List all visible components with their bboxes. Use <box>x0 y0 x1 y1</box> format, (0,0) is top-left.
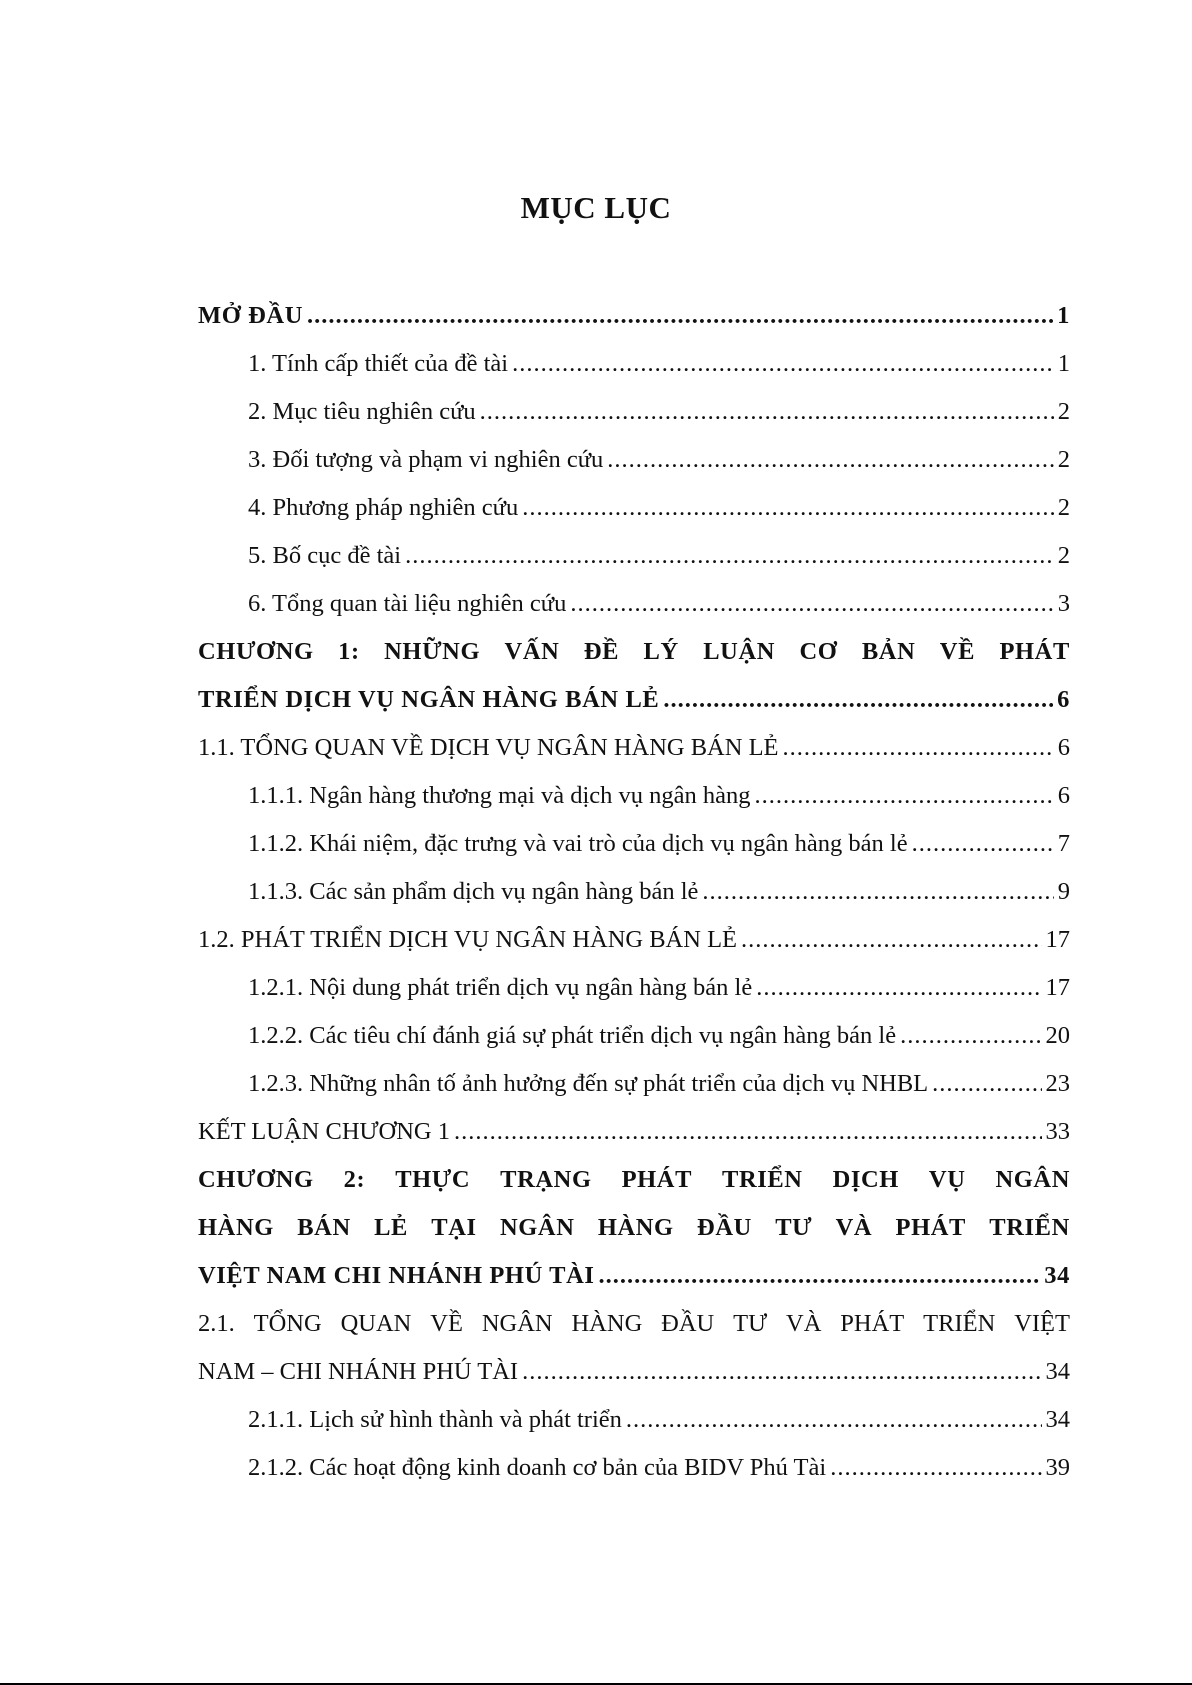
toc-page-number: 1 <box>1057 302 1070 329</box>
toc-entry[interactable] <box>198 292 1070 340</box>
toc-entry-label: VIỆT NAM CHI NHÁNH PHÚ TÀI <box>198 1262 595 1289</box>
toc-word: DỊCH <box>832 1166 899 1193</box>
toc-word: VỀ <box>939 638 976 665</box>
toc-word: PHÁT <box>840 1310 905 1337</box>
toc-entry-label: 2.1.1. Lịch sử hình thành và phát triển <box>248 1406 622 1433</box>
toc-entry-label: 1.1.1. Ngân hàng thương mại và dịch vụ ngân hàng <box>248 782 751 809</box>
toc-page-number: 20 <box>1045 1022 1070 1049</box>
toc-dot-leader <box>307 292 1053 340</box>
toc-word: LUẬN <box>703 638 776 665</box>
toc-entry[interactable] <box>198 580 1070 628</box>
toc-entry-label: 1. Tính cấp thiết của đề tài <box>248 350 509 377</box>
toc-dot-leader <box>607 436 1054 484</box>
toc-entry[interactable] <box>198 388 1070 436</box>
toc-dot-leader <box>512 340 1054 388</box>
toc-dot-leader <box>900 1012 1041 1060</box>
toc-dot-leader <box>480 388 1054 436</box>
toc-word: VÀ <box>835 1214 873 1241</box>
toc-dot-leader <box>599 1252 1041 1300</box>
toc-page-number: 34 <box>1044 1262 1070 1289</box>
toc-entry[interactable] <box>198 916 1070 964</box>
toc-dot-leader <box>783 724 1054 772</box>
toc-word: TỔNG <box>253 1310 322 1337</box>
toc-dot-leader <box>405 532 1054 580</box>
toc-page-number: 17 <box>1045 926 1070 953</box>
toc-entry[interactable] <box>198 1252 1070 1300</box>
toc-page-number: 33 <box>1045 1118 1070 1145</box>
toc-word: VỀ <box>430 1310 463 1337</box>
toc-dot-leader <box>454 1108 1042 1156</box>
toc-word: VIỆT <box>1014 1310 1070 1337</box>
toc-page-number: 3 <box>1057 590 1070 617</box>
toc-word: PHÁT <box>895 1214 966 1241</box>
toc-dot-leader <box>663 676 1053 724</box>
toc-entry[interactable] <box>198 868 1070 916</box>
toc-word: CHƯƠNG <box>198 1166 314 1193</box>
toc-entry[interactable] <box>198 484 1070 532</box>
toc-page-number: 1 <box>1057 350 1070 377</box>
toc-word: VẤN <box>504 638 560 665</box>
toc-word: TRIỂN <box>989 1214 1070 1241</box>
toc-page-number: 9 <box>1057 878 1070 905</box>
toc-page-number: 2 <box>1057 446 1070 473</box>
toc-entry[interactable] <box>198 1396 1070 1444</box>
toc-page-number: 17 <box>1045 974 1070 1001</box>
toc-word: QUAN <box>340 1310 412 1337</box>
toc-page-number: 2 <box>1057 542 1070 569</box>
toc-entry-label: 5. Bố cục đề tài <box>248 542 402 569</box>
toc-page-number: 6 <box>1057 782 1070 809</box>
toc-word: VÀ <box>786 1310 822 1337</box>
toc-page-number: 23 <box>1045 1070 1070 1097</box>
toc-word: NHỮNG <box>384 638 481 665</box>
toc-word: HÀNG <box>198 1214 274 1241</box>
toc-entry-label: 2.1.2. Các hoạt động kinh doanh cơ bản của BIDV Phú Tài <box>248 1454 827 1481</box>
toc-page-number: 34 <box>1045 1358 1070 1385</box>
toc-entry-label: 1.2.3. Những nhân tố ảnh hưởng đến sự phát triển của dịch vụ NHBL <box>248 1070 929 1097</box>
toc-entry[interactable] <box>198 964 1070 1012</box>
toc-dot-leader <box>741 916 1042 964</box>
toc-dot-leader <box>522 1348 1041 1396</box>
toc-word: PHÁT <box>621 1166 693 1193</box>
toc-word: NGÂN <box>481 1310 553 1337</box>
toc-entry-label: MỞ ĐẦU <box>198 302 303 329</box>
toc-entry[interactable] <box>198 532 1070 580</box>
toc-dot-leader <box>626 1396 1042 1444</box>
toc-entry-label: KẾT LUẬN CHƯƠNG 1 <box>198 1118 450 1145</box>
toc-entry[interactable] <box>198 724 1070 772</box>
toc-word: BẢN <box>861 638 916 665</box>
toc-page-number: 39 <box>1045 1454 1070 1481</box>
toc-entry-label: 1.1.2. Khái niệm, đặc trưng và vai trò của dịch vụ ngân hàng bán lẻ <box>248 830 908 857</box>
toc-word: CƠ <box>799 638 838 665</box>
toc-entry[interactable] <box>198 676 1070 724</box>
toc-entry[interactable] <box>198 820 1070 868</box>
toc-page-number: 7 <box>1057 830 1070 857</box>
toc-word: PHÁT <box>999 638 1070 665</box>
toc-entry-label: 6. Tổng quan tài liệu nghiên cứu <box>248 590 567 617</box>
toc-dot-leader <box>830 1444 1041 1492</box>
toc-entry-label: TRIỂN DỊCH VỤ NGÂN HÀNG BÁN LẺ <box>198 686 660 713</box>
toc-page-number: 6 <box>1057 734 1070 761</box>
toc-word: ĐẦU <box>697 1214 752 1241</box>
toc-word: TƯ <box>775 1214 813 1241</box>
toc-word: VỤ <box>928 1166 966 1193</box>
toc-word: ĐỀ <box>583 638 620 665</box>
toc-entry[interactable] <box>198 1444 1070 1492</box>
toc-word: TRIỂN <box>722 1166 803 1193</box>
toc-entry[interactable] <box>198 340 1070 388</box>
toc-word: THỰC <box>395 1166 471 1193</box>
toc-word: TRẠNG <box>500 1166 592 1193</box>
toc-entry-wrapped-line <box>198 628 1070 676</box>
toc-dot-leader <box>912 820 1054 868</box>
toc-word: NGÂN <box>995 1166 1070 1193</box>
toc-word: TẠI <box>431 1214 477 1241</box>
toc-dot-leader <box>522 484 1054 532</box>
toc-word: TƯ <box>733 1310 768 1337</box>
toc-dot-leader <box>756 964 1041 1012</box>
toc-word: TRIỂN <box>923 1310 996 1337</box>
toc-entry-label: 3. Đối tượng và phạm vi nghiên cứu <box>248 446 604 473</box>
toc-dot-leader <box>570 580 1053 628</box>
toc-dot-leader <box>755 772 1054 820</box>
toc-entry-wrapped-line <box>198 1300 1070 1348</box>
toc-word: 2.1. <box>198 1310 235 1337</box>
toc-word: 2: <box>343 1166 366 1193</box>
toc-word: CHƯƠNG <box>198 638 314 665</box>
page-title: MỤC LỤC <box>520 190 672 225</box>
toc-entry[interactable] <box>198 772 1070 820</box>
toc-entry-label: 1.1. TỔNG QUAN VỀ DỊCH VỤ NGÂN HÀNG BÁN LẺ <box>198 734 779 761</box>
toc-entry[interactable] <box>198 1012 1070 1060</box>
toc-entry-label: 2. Mục tiêu nghiên cứu <box>248 398 476 425</box>
toc-word: LẺ <box>374 1214 408 1241</box>
toc-entry[interactable] <box>198 1060 1070 1108</box>
toc-word: NGÂN <box>499 1214 575 1241</box>
table-of-contents <box>198 292 1070 1492</box>
toc-word: BÁN <box>297 1214 351 1241</box>
toc-entry[interactable] <box>198 1108 1070 1156</box>
toc-entry-wrapped-line <box>198 1156 1070 1204</box>
toc-page-number: 2 <box>1057 494 1070 521</box>
toc-entry-label: 1.1.3. Các sản phẩm dịch vụ ngân hàng bán lẻ <box>248 878 699 905</box>
toc-word: HÀNG <box>597 1214 674 1241</box>
toc-entry-label: 1.2.1. Nội dung phát triển dịch vụ ngân hàng bán lẻ <box>248 974 753 1001</box>
toc-page-number: 2 <box>1057 398 1070 425</box>
toc-word: LÝ <box>643 638 679 665</box>
toc-word: HÀNG <box>571 1310 643 1337</box>
toc-dot-leader <box>932 1060 1041 1108</box>
toc-page-number: 6 <box>1057 686 1070 713</box>
toc-entry-label: 1.2.2. Các tiêu chí đánh giá sự phát triển dịch vụ ngân hàng bán lẻ <box>248 1022 897 1049</box>
toc-entry-label: 1.2. PHÁT TRIỂN DỊCH VỤ NGÂN HÀNG BÁN LẺ <box>198 926 737 953</box>
toc-word: 1: <box>338 638 360 665</box>
toc-entry[interactable] <box>198 436 1070 484</box>
toc-dot-leader <box>702 868 1053 916</box>
toc-word: ĐẦU <box>661 1310 715 1337</box>
toc-entry-label: 4. Phương pháp nghiên cứu <box>248 494 519 521</box>
toc-entry-wrapped-line <box>198 1204 1070 1252</box>
toc-page-number: 34 <box>1045 1406 1070 1433</box>
toc-entry[interactable] <box>198 1348 1070 1396</box>
toc-entry-label: NAM – CHI NHÁNH PHÚ TÀI <box>198 1358 519 1385</box>
